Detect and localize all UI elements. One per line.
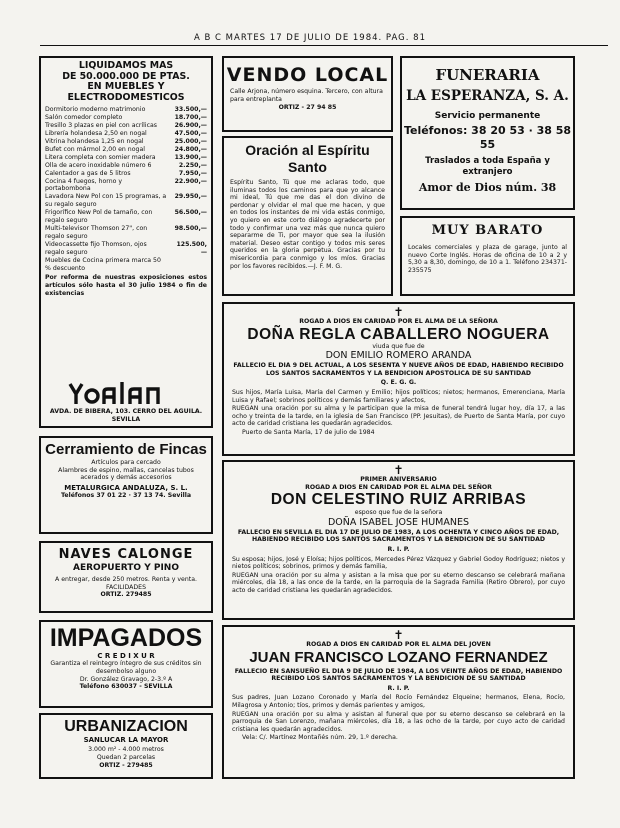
funeraria-service: Servicio permanente xyxy=(434,111,541,121)
price-row xyxy=(45,193,207,209)
price-value: 47.500,— xyxy=(174,130,207,138)
impagados-addr: Dr. González Gravago, 2-3.º A xyxy=(79,675,173,683)
yoalan-logo xyxy=(41,380,211,410)
obit1-name: DOÑA REGLA CABALLERO NOGUERA xyxy=(247,325,550,343)
price-value: 13.900,— xyxy=(174,153,207,161)
price-value: 25.000,— xyxy=(174,138,207,145)
obit1-place: Puerto de Santa María, 17 de julio de 1984 xyxy=(242,428,375,436)
obit2-name: DON CELESTINO RUIZ ARRIBAS xyxy=(270,491,527,509)
price-item: Cocina 4 fuegos, horno y portabombona xyxy=(45,177,123,193)
obit2-spouse: DOÑA ISABEL JOSE HUMANES xyxy=(327,516,470,528)
price-value: 26.900,— xyxy=(174,122,207,130)
urbanizacion-phone: ORTIZ - 279485 xyxy=(99,761,153,769)
obit2-family: Su esposa; hijos, José y Eloísa; hijos políticos, Mercedes Pérez Vázquez y Gabriel Godoy Rodríguez; nietos y nietos políticos; sobrinos, primos y demás familia, xyxy=(232,555,565,571)
oracion-title: Oración al Espíritu Santo xyxy=(245,142,370,175)
obit2-died: FALLECIO EN SEVILLA EL DIA 17 DE JULIO DE 1983, A LOS OCHENTA Y CINCO AÑOS DE EDAD, HABIENDO RECIBIDO LOS SANTOS SACRAMENTOS Y LA BENDICION DE SU SANTIDAD xyxy=(237,528,560,544)
fencing-phones: Teléfonos 37 01 22 · 37 13 74. Sevilla xyxy=(60,492,191,500)
page-header: A B C MARTES 17 DE JULIO DE 1984. PAG. 81 xyxy=(194,33,426,43)
price-value: 29.950,— xyxy=(174,193,207,201)
vendo-title: VENDO LOCAL xyxy=(226,64,389,86)
liquidation-ad xyxy=(39,56,213,428)
fencing-ad xyxy=(39,436,213,534)
price-value: 33.500,— xyxy=(174,106,207,114)
price-item: Salón comedor completo xyxy=(45,114,123,122)
obit1-died: FALLECIO EL DIA 9 DEL ACTUAL, A LOS SESENTA Y NUEVE AÑOS DE EDAD, HABIENDO RECIBIDO LOS SANTOS SACRAMENTOS Y LA BENDICION APOSTOLICA DE SU SANTIDAD xyxy=(233,362,564,377)
funeraria-title2: LA ESPERANZA, S. A. xyxy=(406,88,569,104)
price-list xyxy=(41,103,211,272)
price-item: Olla de acero inoxidable número 6 xyxy=(45,161,152,169)
impagados-body: Garantiza el reintegro íntegro de sus créditos sin desembolso alguno xyxy=(50,660,202,675)
impagados-sub: C R E D I X U R xyxy=(97,652,155,660)
price-item: Muebles de Cocina primera marca 50 % descuento xyxy=(45,256,161,272)
price-item: Multi-televisor Thomson 27", con regalo seguro xyxy=(45,224,148,240)
fencing-title: Cerramiento de Fincas xyxy=(45,441,207,458)
urbanizacion-title: URBANIZACION xyxy=(64,718,188,735)
funeraria-ad xyxy=(400,56,575,210)
price-row xyxy=(45,225,207,241)
funeraria-phones: Teléfonos: 38 20 53 · 38 58 55 xyxy=(403,124,572,151)
price-item: Tresillo 3 plazas en piel con acrílicas xyxy=(45,122,158,130)
vendo-local-ad xyxy=(222,56,393,132)
obit1-ruegan: RUEGAN una oración por su alma y le participan que la misa de funeral tendrá lugar hoy, día 17, a las ocho y treinta de la tarde, en la iglesia de San Francisco (PP. Jesuitas), de Puerto de Santa María, por cuyo acto de caridad cristiana les quedarán agradecidos. xyxy=(232,405,565,428)
obit1-lead: ROGAD A DIOS EN CARIDAD POR EL ALMA DE LA SEÑORA xyxy=(299,318,498,325)
urbanizacion-size: 3.000 m² - 4.000 metros xyxy=(88,746,164,754)
price-item: Vitrina holandesa 1,25 en nogal xyxy=(45,138,144,145)
price-item: Litera completa con somier madera xyxy=(45,153,156,161)
liquid-address: AVDA. DE BIBERA, 103. CERRO DEL AGUILA. SEVILLA xyxy=(49,408,203,423)
liquid-note: Por reforma de nuestras exposiciones estos artículos sólo hasta el 30 julio 1984 o fin de existencias xyxy=(45,274,207,297)
obit3-lead: ROGAD A DIOS EN CARIDAD POR EL ALMA DEL JOVEN xyxy=(306,641,491,648)
impagados-title: IMPAGADOS xyxy=(49,624,203,652)
fencing-company: METALURGICA ANDALUZA, S. L. xyxy=(64,483,188,492)
funeraria-travel: Traslados a toda España y extranjero xyxy=(425,156,550,177)
oracion-body: Espíritu Santo, Tú que me aclaras todo, que iluminas todos los caminos para que yo alcance mi ideal, Tú que me das el don divino de perdonar y olvidar el mal que me hacen, y que en todos los instantes de mi vida estás conmigo, yo quiero en este corto diálogo agradecerte por todo y confirmar una vez más que nunca quiero separarme de Ti, por mayor que sea la ilusión material. Deseo estar contigo y todos mis seres queridos en la gloria perpetua. Gracias por tu misericordia para conmigo y los míos. Gracias por los favores recibidos.—J. F. M. G. xyxy=(230,179,385,270)
price-value: 2.250,— xyxy=(178,161,207,169)
price-row xyxy=(45,146,207,154)
price-row xyxy=(45,170,207,178)
obituary-lozano xyxy=(222,625,575,779)
price-item: Bufet con mármol 2,00 en nogal xyxy=(45,145,145,153)
impagados-phone: Teléfono 630037 - SEVILLA xyxy=(79,683,173,691)
obit2-ruegan: RUEGAN una oración por su alma y asistan a la misa que por su eterno descanso se celebrará mañana miércoles, día 18, a las once de la tarde, en la parroquia de la Sagrada Familia (Retiro Obrero), por cuyo acto de caridad cristiana les quedarán agradecidos. xyxy=(232,571,565,594)
obit1-spouse: DON EMILIO ROMERO ARANDA xyxy=(325,350,472,362)
price-row xyxy=(45,114,207,122)
naves-sub: AEROPUERTO Y PINO xyxy=(73,563,179,573)
price-row xyxy=(45,257,207,273)
price-value: 125.500,— xyxy=(176,240,207,256)
barato-title: MUY BARATO xyxy=(431,223,544,238)
obit2-lead: ROGAD A DIOS EN CARIDAD POR EL ALMA DEL SEÑOR xyxy=(305,483,492,491)
price-row xyxy=(45,154,207,162)
obit3-family: Sus padres, Juan Lozano Coronado y María del Rocío Fernández Elqueine; hermanos, Elena, Rocío, Milagrosa y Antonio; tíos, primos y demás parientes y amigos, xyxy=(232,694,565,709)
cross-icon: ✝ xyxy=(393,305,404,319)
obit3-name: JUAN FRANCISCO LOZANO FERNANDEZ xyxy=(249,648,548,666)
price-item: Videocassette fijo Thomson, ojos regalo seguro xyxy=(45,240,147,256)
naves-title: NAVES CALONGE xyxy=(58,547,194,562)
obit2-esposo: esposo que fue de la señora xyxy=(354,509,443,517)
yoalan-logo-icon xyxy=(66,380,186,406)
barato-body: Locales comerciales y plaza de garage, junto al nuevo Corte Inglés. Horas de oficina de 10 a 2 y 5,30 a 8,30, domingo, de 10 a 1. Teléfono 234371-235575 xyxy=(408,244,567,274)
fencing-sub: Artículos para cercado xyxy=(91,459,161,466)
obit3-ruegan: RUEGAN una oración por su alma y asistan al funeral que por su eterno descanso se celebrará en la parroquia de San Lorenzo, mañana miércoles, día 18, a las ocho de la tarde, por cuyo acto de caridad cristiana les quedarán agradecidos. xyxy=(232,710,565,733)
price-item: Librería holandesa 2,50 en nogal xyxy=(45,130,147,138)
obit1-family: Sus hijos, María Luisa, María del Carmen y Emilio; hijos políticos; nietos; hermanos, Emerenciana, María Luisa y Rafael; sobrinos políticos y demás familiares y afectos, xyxy=(232,388,565,404)
cross-icon: ✝ xyxy=(393,463,404,477)
urbanizacion-ad xyxy=(39,713,213,779)
price-value xyxy=(171,257,207,273)
price-item: Calentador a gas de 5 litros xyxy=(45,169,131,177)
obit2-kicker: PRIMER ANIVERSARIO xyxy=(360,476,437,483)
price-row xyxy=(45,130,207,138)
price-row xyxy=(45,241,207,257)
funeraria-title1: FUNERARIA xyxy=(435,66,540,84)
liquid-title: LIQUIDAMOS MAS DE 50.000.000 DE PTAS. EN MUEBLES Y ELECTRODOMESTICOS xyxy=(62,60,190,103)
obit1-rip: Q. E. G. G. xyxy=(380,379,417,387)
obit1-widow: viuda que fue de xyxy=(372,342,425,350)
muy-barato-ad xyxy=(400,216,575,296)
naves-ad xyxy=(39,541,213,613)
cross-icon: ✝ xyxy=(393,628,404,642)
price-value: 98.500,— xyxy=(174,224,207,232)
urbanizacion-sub: SANLUCAR LA MAYOR xyxy=(83,736,169,744)
obit3-rip: R. I. P. xyxy=(387,684,410,692)
price-value: 7.950,— xyxy=(178,169,207,177)
obit3-died: FALLECIO EN SANSUEÑO EL DIA 9 DE JULIO DE 1984, A LOS VEINTE AÑOS DE EDAD, HABIENDO RECIBIDO LOS SANTOS SACRAMENTOS Y LA BENDICION DE SU SANTIDAD xyxy=(234,667,563,683)
price-value: 18.700,— xyxy=(174,114,207,122)
price-row xyxy=(45,122,207,130)
fencing-body: Alambres de espino, mallas, cancelas tubos acerados y demás accesorios xyxy=(58,466,194,482)
price-item: Frigorífico New Pol de tamaño, con regalo seguro xyxy=(45,209,153,225)
obit2-rip: R. I. P. xyxy=(387,545,410,553)
funeraria-addr: Amor de Dios núm. 38 xyxy=(418,181,557,194)
price-value: 24.800,— xyxy=(174,145,207,153)
obituary-ruiz xyxy=(222,460,575,620)
obit3-place: Vela: C/. Martínez Montañés núm. 29, 1.º derecha. xyxy=(242,734,398,742)
price-row xyxy=(45,209,207,225)
vendo-body: Calle Arjona, número esquina. Tercero, con altura para entreplanta xyxy=(230,88,383,103)
price-item: Dormitorio moderno matrimonio xyxy=(45,106,146,114)
urbanizacion-plots: Quedan 2 parcelas xyxy=(96,754,156,761)
price-value: 56.500,— xyxy=(174,209,207,217)
price-row xyxy=(45,162,207,170)
price-row xyxy=(45,178,207,194)
price-row xyxy=(45,138,207,146)
price-item: Lavadora New Pol con 15 programas, a su regalo seguro xyxy=(45,193,167,209)
oracion-ad xyxy=(222,136,393,296)
impagados-ad xyxy=(39,620,213,708)
obituary-caballero xyxy=(222,302,575,456)
vendo-phone: ORTIZ - 27 94 85 xyxy=(278,104,337,112)
naves-phone: ORTIZ. 279485 xyxy=(100,591,152,599)
naves-body: A entregar, desde 250 metros. Renta y venta. FACILIDADES xyxy=(55,576,197,591)
price-value: 22.900,— xyxy=(174,177,207,185)
